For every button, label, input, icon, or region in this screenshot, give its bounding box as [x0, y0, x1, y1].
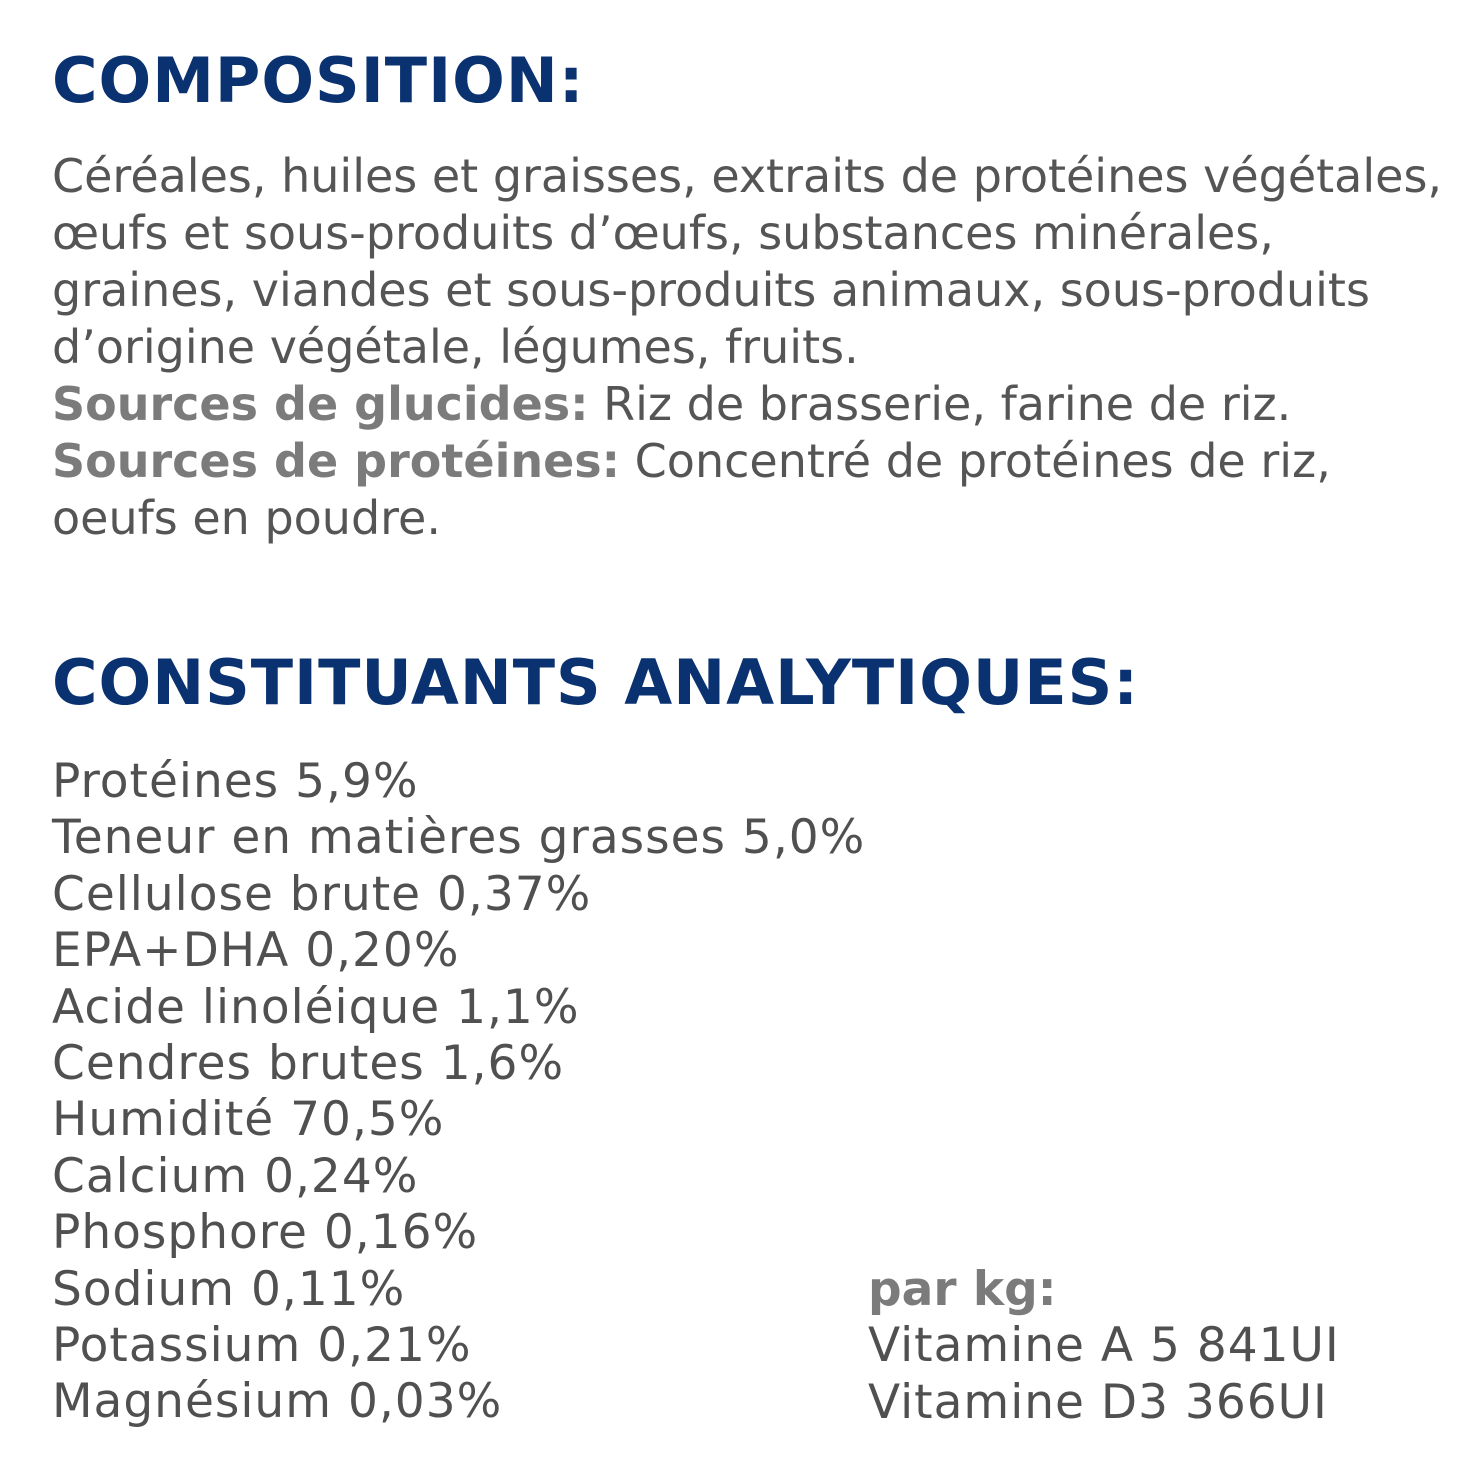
analytical-item-cellulose: Cellulose brute 0,37% [52, 866, 592, 922]
carb-sources [52, 376, 1452, 433]
per-kg-item-vitamine-d3: Vitamine D3 366UI [868, 1374, 1328, 1430]
per-kg-list [868, 1318, 1340, 1431]
analytical-item-matieres-grasses: Teneur en matières grasses 5,0% [52, 810, 866, 866]
carb-sources-value: Riz de brasserie, farine de riz. [588, 377, 1292, 431]
analytical-item-epa-dha: EPA+DHA 0,20% [52, 923, 460, 979]
ingredients-text: Céréales, huiles et graisses, extraits de protéines végétales, œufs et sous-produits d’œufs, substances minérales, graines, viandes et sous-produits animaux, sous-produits d’origine végétale, légumes, fruits. [52, 149, 1443, 374]
per-kg-item-vitamine-a: Vitamine A 5 841UI [868, 1318, 1340, 1374]
analytical-heading: CONSTITUANTS ANALYTIQUES: [52, 646, 1140, 719]
protein-sources-value: Concentré de protéines de riz, oeufs en poudre. [52, 434, 1331, 545]
analytical-item-calcium: Calcium 0,24% [52, 1148, 419, 1204]
analytical-item-magnesium: Magnésium 0,03% [52, 1374, 503, 1430]
analytical-item-cendres: Cendres brutes 1,6% [52, 1036, 565, 1092]
composition-body [52, 148, 1452, 547]
analytical-item-humidite: Humidité 70,5% [52, 1092, 445, 1148]
analytical-item-potassium: Potassium 0,21% [52, 1318, 472, 1374]
protein-sources-label: Sources de protéines: [52, 434, 621, 488]
analytical-list [52, 754, 865, 1431]
per-kg-label: par kg: [868, 1262, 1057, 1317]
analytical-item-sodium: Sodium 0,11% [52, 1261, 406, 1317]
composition-heading: COMPOSITION: [52, 44, 585, 117]
protein-sources [52, 433, 1452, 547]
per-kg-block [868, 1262, 1340, 1431]
analytical-item-acide-linoleique: Acide linoléique 1,1% [52, 979, 580, 1035]
analytical-item-phosphore: Phosphore 0,16% [52, 1205, 479, 1261]
carb-sources-label: Sources de glucides: [52, 377, 589, 431]
analytical-item-proteines: Protéines 5,9% [52, 754, 419, 809]
